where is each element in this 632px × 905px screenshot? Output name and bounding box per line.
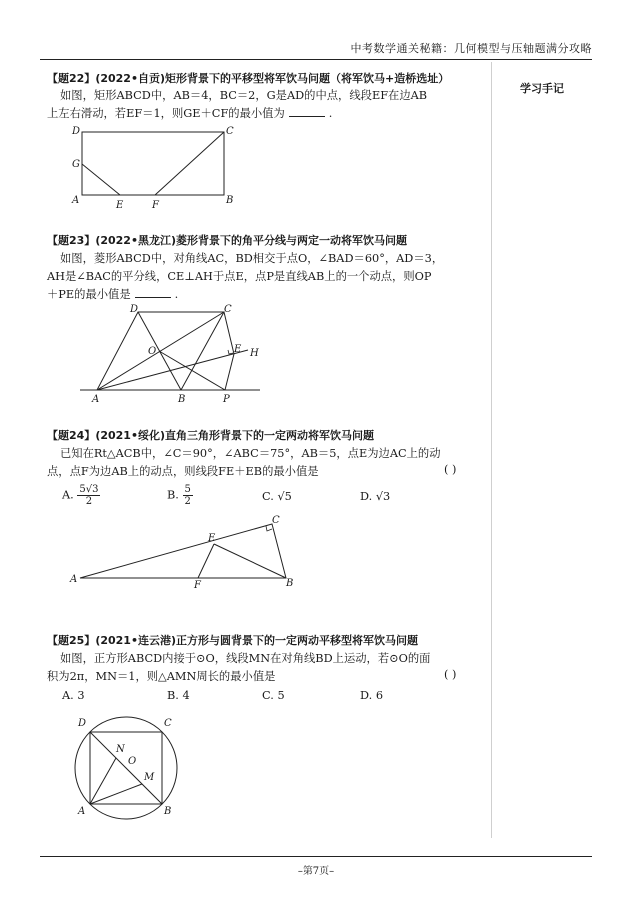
rectangle-abcd — [82, 132, 224, 195]
label-c: C — [226, 126, 234, 137]
question-23-figure — [80, 302, 270, 408]
option-b-denominator: 2 — [184, 496, 191, 507]
question-22-figure — [60, 124, 250, 210]
segment-ce — [224, 312, 234, 354]
option-b-key: B. — [167, 689, 179, 702]
segment-pe — [225, 354, 234, 390]
option-a-value: 3 — [77, 689, 85, 702]
option-d-value: 6 — [375, 689, 384, 702]
question-25-line-1: 如图，正方形ABCD内接于⊙O，线段MN在对角线BD上运动，若⊙O的面 — [60, 652, 431, 665]
question-25-title: (2021•连云港)正方形与圆背景下的一定两动平移型将军饮马问题 — [95, 634, 419, 647]
header-rule — [40, 59, 592, 60]
question-24-heading — [47, 427, 374, 443]
label-e: E — [116, 200, 124, 210]
question-24-figure — [66, 514, 306, 590]
question-22-line-1: 如图，矩形ABCD中，AB＝4，BC＝2，G是AD的中点，线段EF在边AB — [60, 89, 428, 102]
question-22-title: (2022•自贡)矩形背景下的平移型将军饮马问题（将军饮马+造桥选址） — [95, 72, 450, 85]
question-22-line-2-end: . — [328, 107, 333, 120]
question-24-label: 【题24】 — [47, 429, 96, 442]
answer-parentheses: ( ) — [444, 463, 457, 476]
option-c[interactable] — [262, 689, 285, 702]
option-a-key: A. — [62, 689, 74, 702]
option-a[interactable] — [62, 484, 100, 507]
label-c: C — [224, 304, 232, 315]
label-f: F — [152, 200, 159, 210]
bisector-ah — [97, 350, 248, 390]
option-d[interactable] — [360, 689, 383, 702]
label-e: E — [208, 533, 216, 544]
answer-parentheses: ( ) — [444, 668, 457, 681]
option-c-key: C. — [262, 689, 274, 702]
option-c-value: √5 — [277, 490, 292, 503]
option-b[interactable] — [167, 484, 193, 507]
segment-an — [90, 758, 116, 804]
diagonal-bd — [90, 732, 162, 804]
option-a-key: A. — [62, 488, 74, 502]
label-c: C — [272, 515, 280, 526]
question-25-figure — [64, 712, 192, 826]
option-c-key: C. — [262, 490, 274, 503]
question-24-title: (2021•绥化)直角三角形背景下的一定两动将军饮马问题 — [95, 429, 375, 442]
label-m: M — [144, 772, 155, 783]
question-25-line-2: 积为2π，MN＝1，则△AMN周长的最小值是 — [47, 670, 276, 683]
label-c: C — [164, 718, 172, 729]
option-a[interactable] — [62, 689, 85, 702]
label-a: A — [70, 574, 78, 585]
right-angle-mark — [266, 526, 272, 531]
label-b: B — [226, 195, 234, 206]
question-23-line-3-end: . — [174, 288, 179, 301]
segment-cf — [155, 132, 224, 195]
segment-ef — [198, 544, 214, 578]
question-23-line-1: 如图，菱形ABCD中，对角线AC，BD相交于点O，∠BAD＝60°，AD＝3， — [60, 252, 444, 265]
label-p: P — [223, 394, 230, 405]
option-b-fraction — [183, 484, 193, 507]
label-g: G — [72, 159, 80, 170]
option-a-fraction — [77, 484, 100, 507]
label-o: O — [148, 346, 157, 357]
option-b-key: B. — [167, 488, 179, 502]
label-d: D — [78, 718, 87, 729]
triangle-acb — [80, 524, 286, 578]
question-25-heading — [47, 632, 418, 648]
question-23-label: 【题23】 — [47, 234, 96, 247]
label-o: O — [128, 756, 137, 767]
right-angle-mark — [228, 350, 233, 354]
option-d-key: D. — [360, 490, 373, 503]
label-h: H — [250, 348, 259, 359]
question-22-heading — [47, 70, 449, 86]
label-a: A — [72, 195, 80, 206]
segment-am — [90, 784, 142, 804]
question-22-line-2-text: 上左右滑动，若EF＝1，则GE＋CF的最小值为 — [47, 107, 285, 120]
label-b: B — [178, 394, 186, 405]
option-a-numerator: 5√3 — [79, 484, 99, 495]
answer-blank — [289, 106, 325, 117]
question-22-label: 【题22】 — [47, 72, 96, 85]
answer-blank — [135, 287, 171, 298]
option-b[interactable] — [167, 689, 190, 702]
segment-ge — [82, 164, 120, 195]
option-d-value: √3 — [375, 490, 391, 503]
option-b-value: 4 — [182, 689, 190, 702]
option-a-denominator: 2 — [85, 496, 93, 507]
sidebar-title: 学习手记 — [520, 82, 564, 95]
option-b-numerator: 5 — [184, 484, 191, 495]
question-22-line-2 — [47, 105, 487, 123]
option-d[interactable] — [360, 490, 390, 503]
option-c-value: 5 — [277, 689, 285, 702]
question-23-title: (2022•黑龙江)菱形背景下的角平分线与两定一动将军饮马问题 — [95, 234, 408, 247]
label-b: B — [164, 806, 172, 817]
label-d: D — [72, 126, 81, 137]
label-d: D — [130, 304, 139, 315]
label-e: E — [234, 344, 242, 355]
option-c[interactable] — [262, 490, 292, 503]
question-23-line-3-text: ＋PE的最小值是 — [47, 288, 131, 301]
label-n: N — [116, 744, 125, 755]
label-a: A — [78, 806, 86, 817]
footer-rule — [40, 856, 592, 857]
running-header: 中考数学通关秘籍：几何模型与压轴题满分攻略 — [350, 42, 592, 55]
question-25-label: 【题25】 — [47, 634, 96, 647]
option-d-key: D. — [360, 689, 373, 702]
label-f: F — [194, 580, 201, 590]
label-b: B — [286, 578, 294, 589]
label-a: A — [92, 394, 100, 405]
question-24-line-2: 点，点F为边AB上的动点，则线段FE＋EB的最小值是 — [47, 465, 319, 478]
segment-eb — [214, 544, 286, 578]
question-24-line-1: 已知在Rt△ACB中，∠C＝90°，∠ABC＝75°，AB＝5，点E为边AC上的动 — [60, 447, 441, 460]
page-number: –第7页– — [297, 866, 335, 877]
question-23-heading — [47, 232, 407, 248]
question-23-line-2: AH是∠BAC的平分线，CE⊥AH于点E，点P是直线AB上的一个动点，则OP — [47, 270, 432, 283]
